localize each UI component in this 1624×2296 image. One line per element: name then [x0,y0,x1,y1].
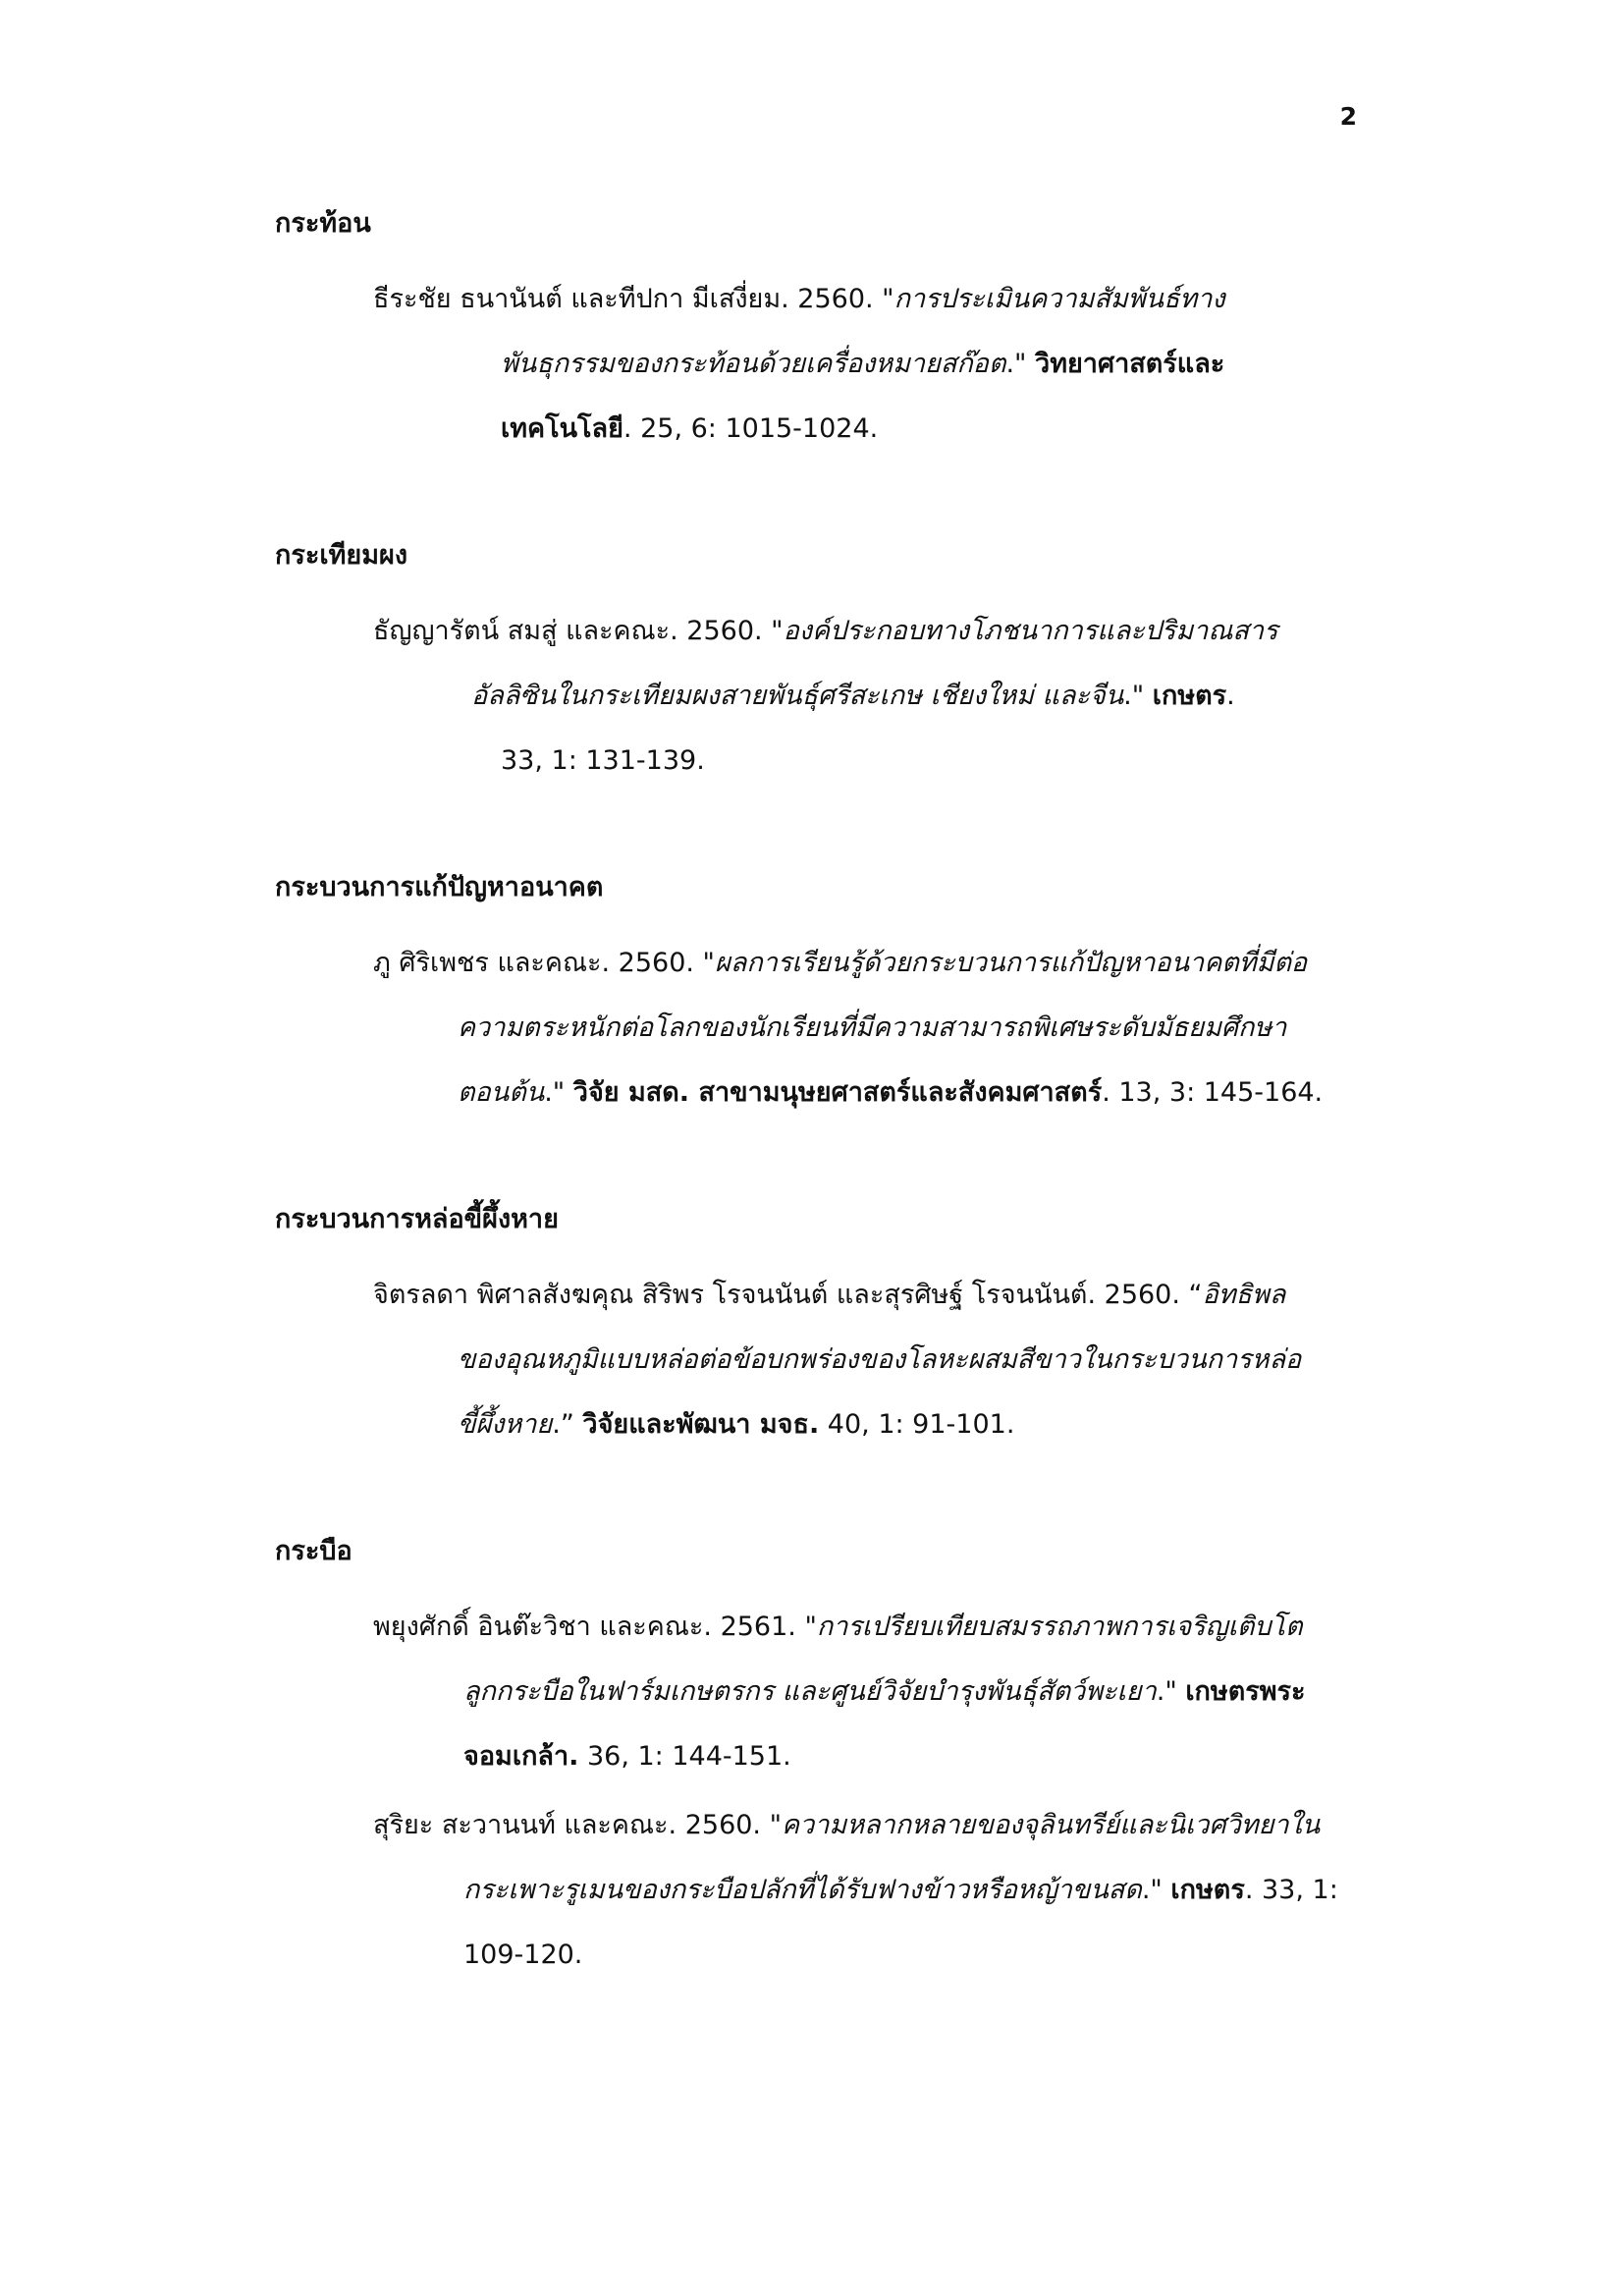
section-heading: กระท้อน [275,208,371,239]
section-future-problem-solving [275,866,1365,1129]
reference-line: ธัญญารัตน์ สมสู่ และคณะ. 2560. "องค์ประกอบทางโภชนาการและปริมาณสาร [373,616,1278,646]
section-lost-wax-casting [275,1198,1365,1461]
section-heading: กระบวนการหล่อขี้ผึ้งหาย [275,1204,559,1234]
reference-line: กระเพาะรูเมนของกระบือปลักที่ได้รับฟางข้าวหรือหญ้าขนสด." เกษตร. 33, 1: [463,1875,1338,1905]
reference-line: อัลลิซินในกระเทียมผงสายพันธุ์ศรีสะเกษ เชียงใหม่ และจีน." เกษตร. [471,681,1235,711]
reference-line: ของอุณหภูมิแบบหล่อต่อข้อบกพร่องของโลหะผสมสีขาวในกระบวนการหล่อ [458,1344,1302,1375]
section-heading: กระบือ [275,1536,352,1566]
section-heading: กระเทียมผง [275,540,407,571]
reference-line: ขี้ผึ้งหาย.” วิจัยและพัฒนา มจธ. 40, 1: 91-101. [458,1409,1015,1440]
reference-line: 33, 1: 131-139. [501,745,705,776]
reference-line: จอมเกล้า. 36, 1: 144-151. [463,1741,791,1772]
reference-entry [275,931,1365,1125]
reference-line: สุริยะ สะวานนท์ และคณะ. 2560. "ความหลากหลายของจุลินทรีย์และนิเวศวิทยาใน [373,1810,1321,1840]
reference-line: พยุงศักดิ์ อินต๊ะวิชา และคณะ. 2561. "การเปรียบเทียบสมรรถภาพการเจริญเติบโต [373,1612,1303,1642]
section-kratorn [275,202,1365,465]
reference-line: พันธุกรรมของกระท้อนด้วยเครื่องหมายสก๊อต." วิทยาศาสตร์และ [501,349,1225,379]
reference-line: ภู ศิริเพชร และคณะ. 2560. "ผลการเรียนรู้ด้วยกระบวนการแก้ปัญหาอนาคตที่มีต่อ [373,948,1308,978]
reference-line: ความตระหนักต่อโลกของนักเรียนที่มีความสามารถพิเศษระดับมัธยมศึกษา [458,1012,1287,1043]
section-heading: กระบวนการแก้ปัญหาอนาคต [275,872,604,902]
section-garlic-powder [275,534,1365,797]
reference-line: ตอนต้น." วิจัย มสด. สาขามนุษยศาสตร์และสังคมศาสตร์. 13, 3: 145-164. [458,1077,1324,1108]
reference-entry [275,1595,1365,1789]
reference-entry [275,1793,1365,1988]
section-buffalo [275,1530,1365,1992]
reference-line: เทคโนโลยี. 25, 6: 1015-1024. [501,413,879,444]
reference-line: ธีระชัย ธนานันต์ และทีปกา มีเสงี่ยม. 2560. "การประเมินความสัมพันธ์ทาง [373,284,1225,314]
reference-entry [275,599,1365,793]
reference-line: จิตรลดา พิศาลสังฆคุณ สิริพร โรจนนันต์ และสุรศิษฐ์ โรจนนันต์. 2560. “อิทธิพล [373,1280,1286,1310]
reference-line: ลูกกระบือในฟาร์มเกษตรกร และศูนย์วิจัยบำรุงพันธุ์สัตว์พะเยา." เกษตรพระ [463,1676,1306,1707]
reference-entry [275,1263,1365,1457]
reference-entry [275,267,1365,462]
reference-line: 109-120. [463,1940,583,1970]
page-number: 2 [1339,102,1357,131]
